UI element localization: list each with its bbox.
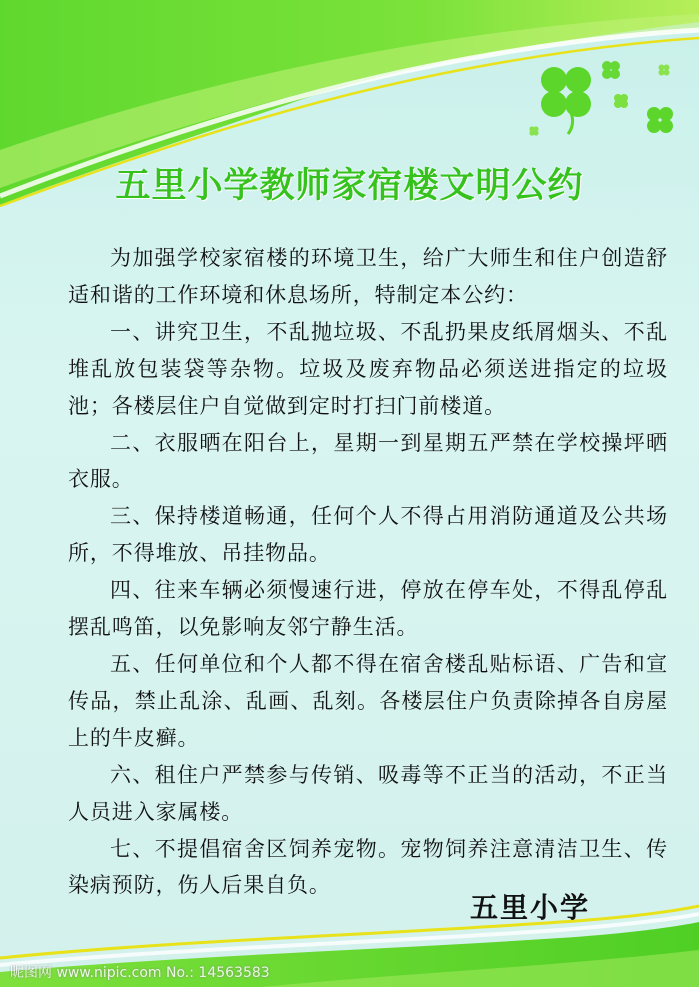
rule-paragraph-5: 五、任何单位和个人都不得在宿舍楼乱贴标语、广告和宣传品，禁止乱涂、乱画、乱刻。各楼层住户负责除掉各自房屋上的牛皮癣。 — [68, 651, 668, 750]
rule-paragraph-1: 一、讲究卫生，不乱抛垃圾、不乱扔果皮纸屑烟头、不乱堆乱放包装袋等杂物。垃圾及废弃物品必须送进指定的垃圾池；各楼层住户自觉做到定时打扫门前楼道。 — [68, 319, 668, 418]
rule-paragraph-2: 二、衣服晒在阳台上，星期一到星期五严禁在学校操坪晒衣服。 — [68, 430, 668, 492]
clover-small-icon — [647, 107, 673, 133]
page-title: 五里小学教师家宿楼文明公约 — [115, 166, 584, 206]
signature: 五里小学 — [470, 891, 591, 924]
watermark: 昵图网 www.nipic.com No.: 14563583 — [10, 965, 270, 981]
clover-small-icon — [602, 61, 620, 79]
clover-tiny-icon — [529, 126, 538, 135]
clover-tiny-icon — [614, 94, 628, 108]
rule-paragraph-3: 三、保持楼道畅通，任何个人不得占用消防通道及公共场所，不得堆放、吊挂物品。 — [68, 504, 668, 566]
rule-paragraph-7: 七、不提倡宿舍区饲养宠物。宠物饲养注意清洁卫生、传染病预防，伤人后果自负。 — [68, 836, 668, 898]
rule-paragraph-6: 六、租住户严禁参与传销、吸毒等不正当的活动，不正当人员进入家属楼。 — [68, 762, 668, 824]
intro-paragraph: 为加强学校家宿楼的环境卫生，给广大师生和住户创造舒适和谐的工作环境和休息场所，特制定本公约： — [68, 246, 668, 307]
clover-tiny-icon — [659, 65, 670, 76]
rule-paragraph-4: 四、往来车辆必须慢速行进，停放在停车处，不得乱停乱摆乱鸣笛，以免影响友邻宁静生活。 — [68, 578, 668, 640]
charter-body — [68, 240, 668, 904]
clover-large-icon — [541, 67, 591, 134]
